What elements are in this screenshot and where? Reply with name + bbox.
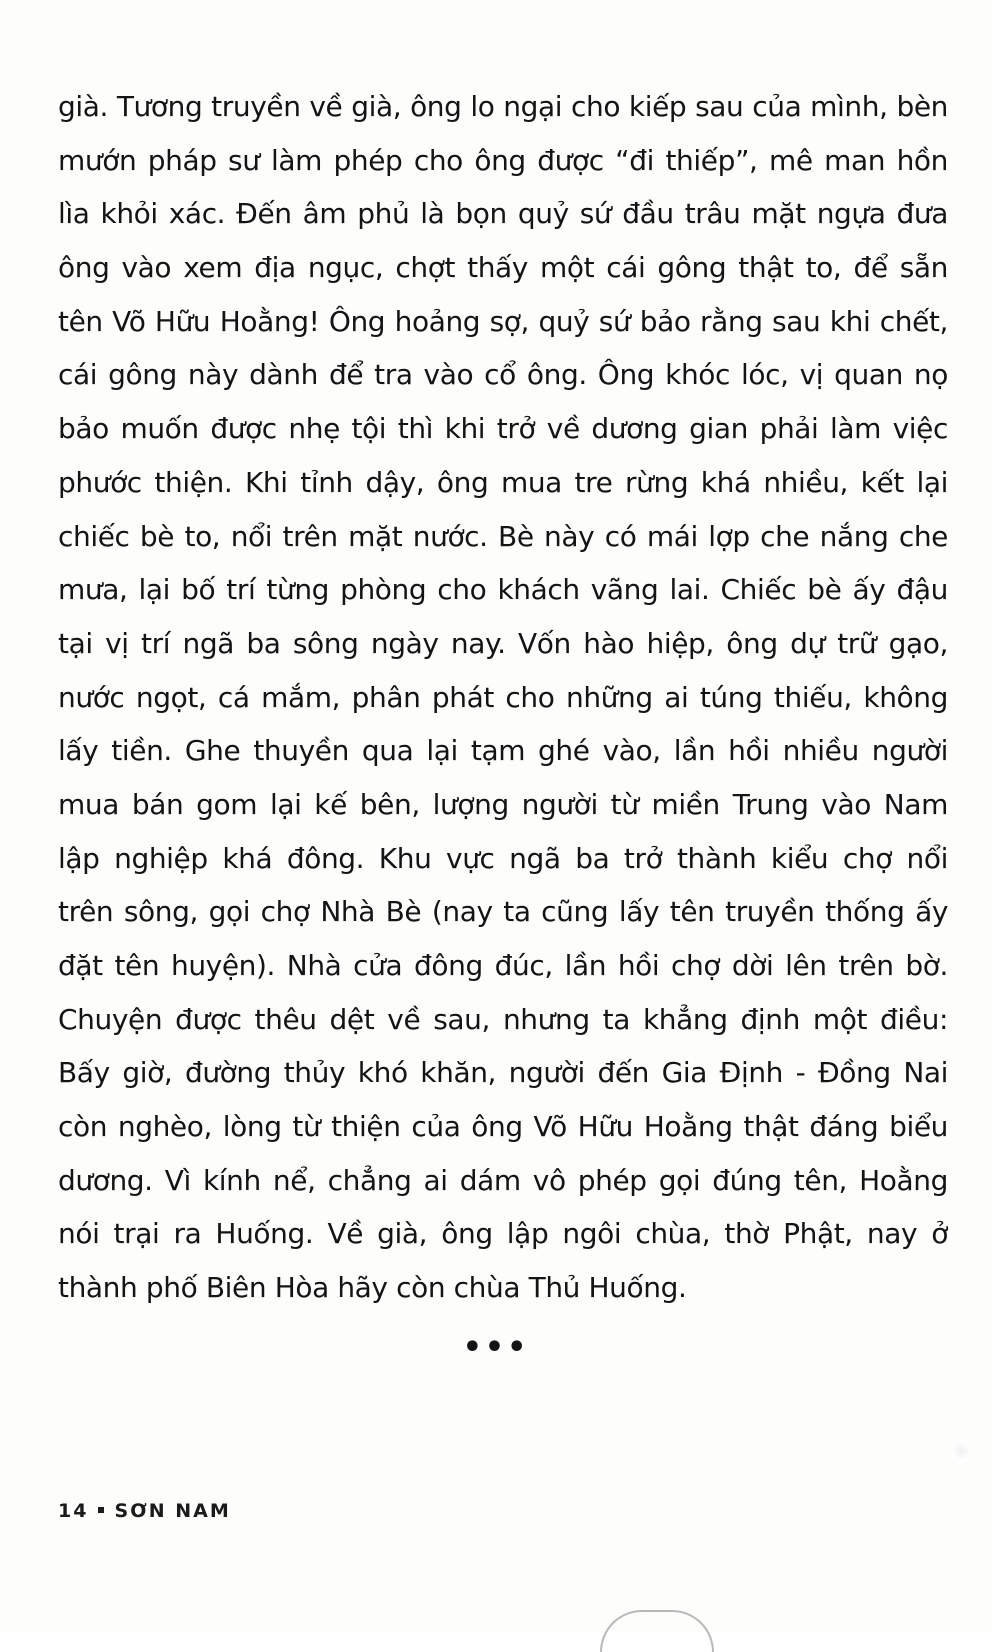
body-text [58,80,948,1315]
text-line: đặt tên huyện). Nhà cửa đông đúc, lần hồi chợ dời lên trên bờ. [58,949,948,982]
text-line: già. Tương truyền về già, ông lo ngại cho kiếp sau của mình, bèn [58,90,948,123]
text-line: chiếc bè to, nổi trên mặt nước. Bè này có mái lợp che nắng che [58,519,948,553]
text-line: tên Võ Hữu Hoằng! Ông hoảng sợ, quỷ sứ bảo rằng sau khi chết, [58,304,948,338]
text-line: mướn pháp sư làm phép cho ông được “đi thiếp”, mê man hồn [58,143,948,177]
text-line: bảo muốn được nhẹ tội thì khi trở về dương gian phải làm việc [58,412,948,446]
text-line: phước thiện. Khi tỉnh dậy, ông mua tre rừng khá nhiều, kết lại [58,465,948,499]
text-line: mưa, lại bố trí từng phòng cho khách vãng lai. Chiếc bè ấy đậu [58,573,948,607]
text-line: lìa khỏi xác. Đến âm phủ là bọn quỷ sứ đầu trâu mặt ngựa đưa [58,197,948,231]
text-line: Bấy giờ, đường thủy khó khăn, người đến Gia Định - Đồng Nai [58,1056,948,1090]
text-line: mua bán gom lại kế bên, lượng người từ miền Trung vào Nam [58,787,948,821]
page-footer [58,1500,231,1522]
text-line: lập nghiệp khá đông. Khu vực ngã ba trở thành kiểu chợ nổi [58,841,948,875]
text-line: còn nghèo, lòng từ thiện của ông Võ Hữu Hoằng thật đáng biểu [58,1110,948,1144]
text-line: cái gông này dành để tra vào cổ ông. Ông khóc lóc, vị quan nọ [58,358,948,392]
text-line: trên sông, gọi chợ Nhà Bè (nay ta cũng lấy tên truyền thống ấy [58,895,948,929]
text-line: nói trại ra Huống. Về già, ông lập ngôi chùa, thờ Phật, nay ở [58,1217,948,1251]
section-separator: ••• [462,1330,530,1365]
text-line: lấy tiền. Ghe thuyền qua lại tạm ghé vào, lần hồi nhiều người [58,734,948,768]
text-line: Chuyện được thêu dệt về sau, nhưng ta khẳng định một điều: [58,1002,948,1036]
text-line: ông vào xem địa ngục, chợt thấy một cái gông thật to, để sẵn [58,251,948,285]
page-edge-arc [600,1610,714,1652]
text-line: thành phố Biên Hòa hãy còn chùa Thủ Huống. [58,1271,687,1305]
author-name: SƠN NAM [114,1500,231,1522]
bullet-separator [98,1507,104,1513]
text-line: tại vị trí ngã ba sông ngày nay. Vốn hào hiệp, ông dự trữ gạo, [58,626,948,660]
text-line: dương. Vì kính nể, chẳng ai dám vô phép gọi đúng tên, Hoằng [58,1163,948,1197]
paper-mark [952,1440,970,1462]
page-number: 14 [58,1500,89,1522]
text-line: nước ngọt, cá mắm, phân phát cho những ai túng thiếu, không [58,680,948,714]
